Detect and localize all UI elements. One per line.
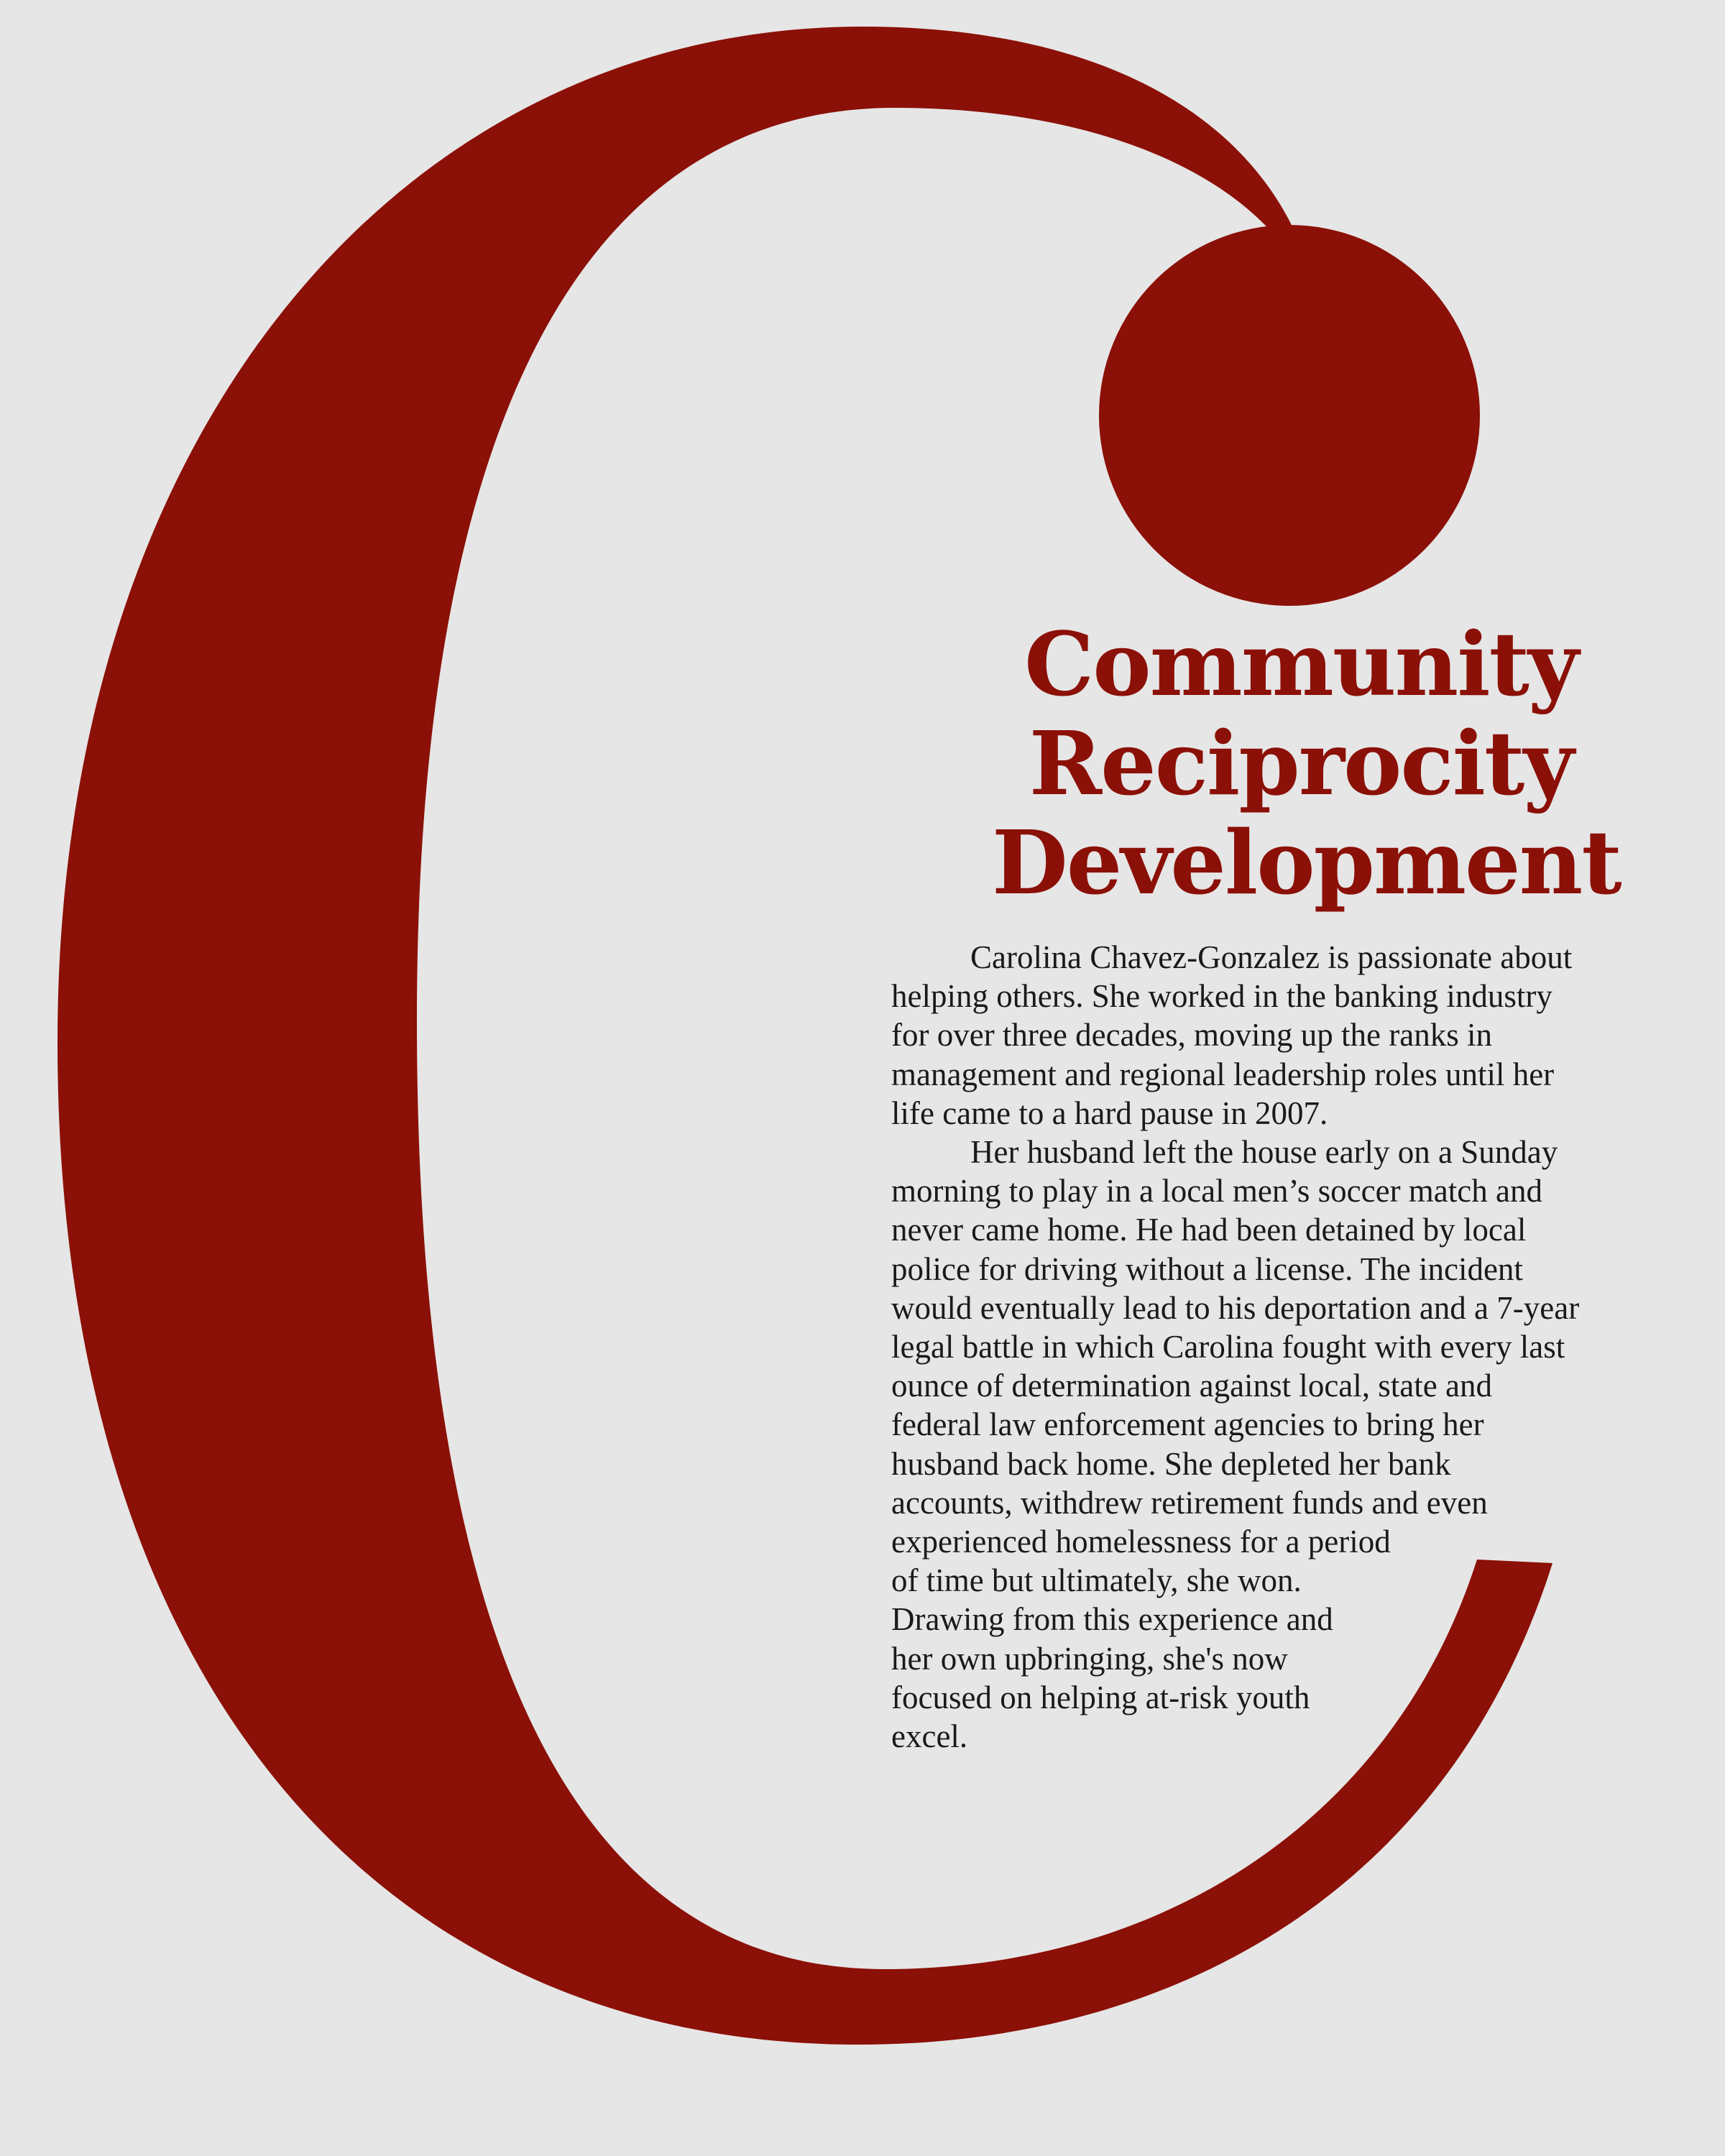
body-line: excel. — [891, 1718, 968, 1755]
title-line: Reciprocity — [1029, 711, 1573, 815]
body-line: never came home. He had been detained by local — [891, 1212, 1527, 1248]
page-title — [992, 612, 1621, 914]
body-line: federal law enforcement agencies to bring her — [891, 1406, 1484, 1443]
body-line: focused on helping at-risk youth — [891, 1679, 1310, 1715]
body-line: Carolina Chavez-Gonzalez is passionate about — [970, 939, 1573, 975]
body-line: morning to play in a local men’s soccer match and — [891, 1173, 1542, 1210]
body-line: Her husband left the house early on a Sunday — [970, 1134, 1558, 1171]
body-line: her own upbringing, she's now — [891, 1640, 1288, 1677]
body-line: Drawing from this experience and — [891, 1601, 1333, 1638]
body-line: for over three decades, moving up the ranks in — [891, 1017, 1492, 1054]
body-line: husband back home. She depleted her bank — [891, 1445, 1451, 1482]
c-letter-terminal-ball — [1099, 225, 1480, 606]
body-line: police for driving without a license. The incident — [891, 1250, 1523, 1287]
body-line: of time but ultimately, she won. — [891, 1562, 1302, 1599]
body-line: helping others. She worked in the banking industry — [891, 978, 1552, 1015]
article-body — [891, 938, 1668, 1756]
body-line: accounts, withdrew retirement funds and even — [891, 1484, 1488, 1521]
body-line: would eventually lead to his deportation and a 7-year — [891, 1289, 1580, 1326]
title-line: Community — [1024, 612, 1578, 716]
body-line: legal battle in which Carolina fought with every last — [891, 1329, 1565, 1365]
body-line: experienced homelessness for a period — [891, 1524, 1391, 1560]
title-line: Development — [992, 811, 1621, 914]
body-line: ounce of determination against local, state and — [891, 1368, 1492, 1404]
body-line: management and regional leadership roles until her — [891, 1056, 1555, 1092]
body-line: life came to a hard pause in 2007. — [891, 1095, 1328, 1131]
